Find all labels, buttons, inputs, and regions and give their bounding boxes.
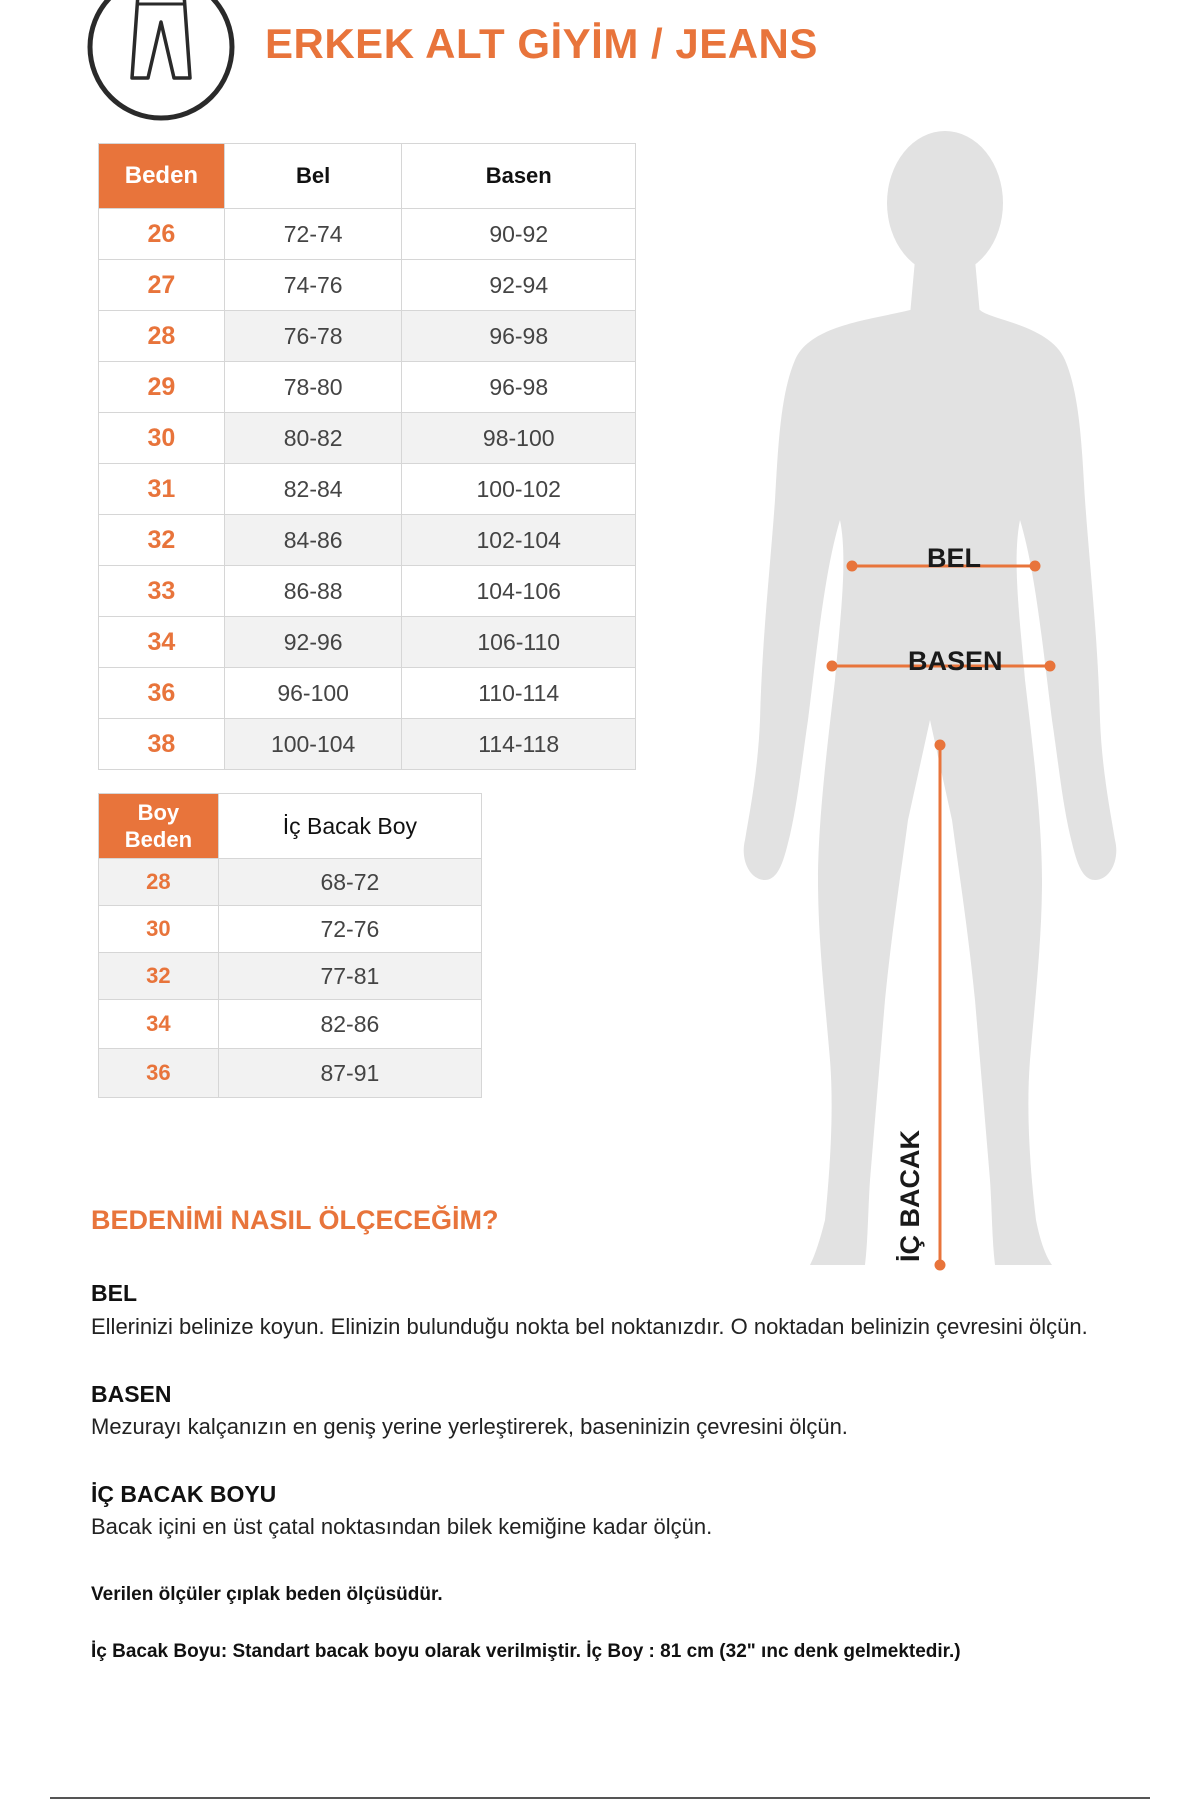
size-cell: 34 [99,617,225,668]
table-row [99,515,636,566]
header-boy-beden [99,794,219,859]
waist-cell: 72-74 [224,209,402,260]
size-cell: 32 [99,515,225,566]
waist-cell: 92-96 [224,617,402,668]
table-row [99,260,636,311]
size-cell: 30 [99,413,225,464]
header-ic-bacak-boy: İç Bacak Boy [218,794,481,859]
table-row [99,668,636,719]
table-row [99,617,636,668]
inseam-cell: 82-86 [218,1000,481,1049]
section-text-basen: Mezurayı kalçanızın en geniş yerine yerleştirerek, baseninizin çevresini ölçün. [91,1414,848,1439]
table-row [99,859,482,906]
table-row [99,362,636,413]
inseam-cell: 68-72 [218,859,481,906]
howto-title: BEDENİMİ NASIL ÖLÇECEĞİM? [91,1205,499,1235]
section-heading-ic-bacak: İÇ BACAK BOYU [91,1481,277,1507]
inseam-table-header [99,794,482,859]
hip-cell: 102-104 [402,515,636,566]
body-silhouette [740,120,1140,1280]
size-cell: 28 [99,859,219,906]
hip-cell: 100-102 [402,464,636,515]
size-cell: 31 [99,464,225,515]
table-row [99,311,636,362]
size-table-header [99,144,636,209]
section-text-ic-bacak: Bacak içini en üst çatal noktasından bilek kemiğine kadar ölçün. [91,1514,713,1539]
waist-cell: 84-86 [224,515,402,566]
size-cell: 28 [99,311,225,362]
note-inseam-standard: İç Bacak Boyu: Standart bacak boyu olarak verilmiştir. İç Boy : 81 cm (32" ınc denk gelmektedir.) [91,1641,961,1662]
hip-cell: 96-98 [402,311,636,362]
size-cell: 38 [99,719,225,770]
size-cell: 27 [99,260,225,311]
waist-cell: 76-78 [224,311,402,362]
hip-cell: 114-118 [402,719,636,770]
table-row [99,953,482,1000]
inseam-table [98,793,482,1098]
inseam-cell: 72-76 [218,906,481,953]
header-beden: Beden [124,827,193,852]
section-heading-bel: BEL [91,1280,137,1306]
hip-cell: 110-114 [402,668,636,719]
inseam-cell: 87-91 [218,1049,481,1098]
hip-cell: 90-92 [402,209,636,260]
table-row [99,906,482,953]
jeans-icon [86,0,236,122]
header-beden: Beden [99,144,225,209]
label-bel: BEL [927,543,981,573]
size-cell: 34 [99,1000,219,1049]
table-row [99,209,636,260]
size-cell: 36 [99,668,225,719]
size-table [98,143,636,770]
hip-cell: 98-100 [402,413,636,464]
waist-cell: 100-104 [224,719,402,770]
waist-cell: 96-100 [224,668,402,719]
label-ic-bacak: İÇ BACAK [895,1130,925,1262]
waist-cell: 78-80 [224,362,402,413]
section-heading-basen: BASEN [91,1381,172,1407]
hip-cell: 106-110 [402,617,636,668]
size-cell: 36 [99,1049,219,1098]
hip-cell: 92-94 [402,260,636,311]
size-cell: 26 [99,209,225,260]
waist-cell: 80-82 [224,413,402,464]
inseam-cell: 77-81 [218,953,481,1000]
header-basen: Basen [402,144,636,209]
page-title: ERKEK ALT GİYİM / JEANS [265,20,818,67]
size-cell: 30 [99,906,219,953]
table-row [99,1000,482,1049]
label-basen: BASEN [908,646,1003,676]
waist-cell: 74-76 [224,260,402,311]
table-row [99,566,636,617]
size-cell: 29 [99,362,225,413]
size-cell: 33 [99,566,225,617]
bottom-divider [50,1797,1150,1799]
waist-cell: 82-84 [224,464,402,515]
table-row [99,719,636,770]
header-bel: Bel [224,144,402,209]
table-row [99,1049,482,1098]
waist-cell: 86-88 [224,566,402,617]
section-text-bel: Ellerinizi belinize koyun. Elinizin bulunduğu nokta bel noktanızdır. O noktadan belinizin çevresini ölçün. [91,1314,1088,1339]
note-naked-measure: Verilen ölçüler çıplak beden ölçüsüdür. [91,1584,443,1605]
header-boy: Boy [137,800,180,825]
table-row [99,464,636,515]
hip-cell: 104-106 [402,566,636,617]
table-row [99,413,636,464]
hip-cell: 96-98 [402,362,636,413]
size-cell: 32 [99,953,219,1000]
